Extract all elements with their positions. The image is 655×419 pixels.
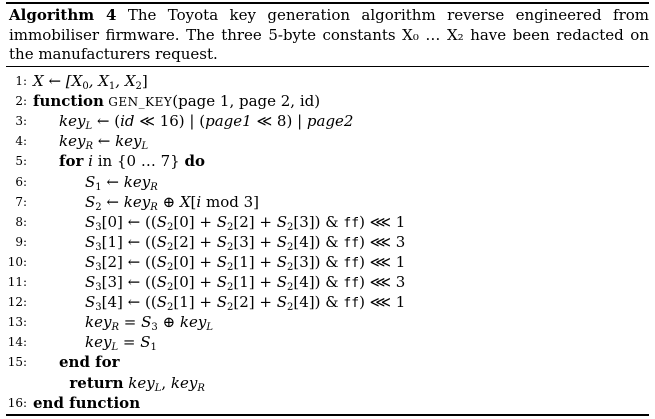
code-token: , — [161, 373, 171, 392]
algorithm-line — [0, 71, 655, 91]
code-token: ff — [343, 215, 360, 231]
code-token: ff — [343, 235, 360, 251]
code-token: [1] + — [233, 273, 277, 291]
code-token: ) ⋘ 3 — [359, 232, 406, 251]
code-token: return — [69, 373, 124, 392]
code-token: [2] + — [173, 232, 217, 251]
code-token: mod 3] — [201, 192, 260, 211]
code-token: L — [206, 322, 213, 334]
code-token: 2 — [167, 241, 174, 253]
code-token: [0] + — [173, 273, 217, 291]
code-token: page1 — [205, 112, 252, 131]
line-code — [85, 332, 157, 352]
code-token: ⊕ — [157, 313, 180, 332]
code-token: [3] ← (( — [101, 273, 157, 291]
code-token: S — [156, 252, 167, 271]
code-token: 2 — [227, 302, 234, 314]
code-token: 0 — [82, 81, 89, 92]
code-token: S — [85, 273, 96, 291]
algorithm-line — [0, 91, 655, 111]
code-token: R — [197, 382, 205, 394]
code-token: key — [179, 313, 207, 332]
code-token: do — [184, 152, 205, 171]
code-token: [3]) & — [293, 212, 344, 231]
code-token: S — [216, 232, 228, 251]
code-token: 2 — [167, 261, 174, 273]
code-token: [0] ← (( — [101, 212, 157, 231]
line-code — [85, 192, 259, 212]
algorithm-line — [0, 111, 655, 131]
code-token: i — [88, 152, 93, 171]
code-token: page2 — [306, 112, 354, 131]
algorithm-line — [0, 292, 655, 312]
code-token: 3 — [95, 282, 102, 293]
line-number: 4: — [15, 134, 27, 149]
code-token: S — [276, 252, 288, 271]
code-token: = — [118, 333, 141, 352]
code-token: 1 — [150, 342, 157, 354]
code-token: ) ⋘ 1 — [359, 252, 406, 271]
code-token: S — [156, 212, 167, 231]
line-code — [59, 151, 205, 171]
algorithm-line — [0, 232, 655, 252]
code-token: S — [85, 232, 96, 251]
code-token: key — [170, 373, 198, 392]
code-token: ff — [343, 276, 360, 291]
code-token: R — [111, 322, 119, 334]
algorithm-line — [0, 332, 655, 352]
code-token: S — [276, 212, 288, 231]
line-number: 10: — [7, 254, 27, 269]
algorithm-label: Algorithm 4 — [9, 6, 117, 24]
code-token: key — [59, 132, 86, 151]
algorithm-caption — [9, 6, 649, 65]
code-token: [3] + — [233, 232, 277, 251]
code-token: , X — [115, 72, 136, 90]
code-token: S — [85, 293, 96, 312]
code-token: S — [216, 293, 228, 312]
code-token: S — [216, 252, 228, 271]
code-token: key — [59, 112, 86, 131]
code-token: for — [59, 152, 84, 171]
code-token: S — [85, 192, 96, 211]
code-token: 2 — [167, 282, 174, 293]
algorithm-line — [0, 352, 655, 372]
bottom-rule — [6, 414, 649, 416]
top-rule — [6, 2, 649, 4]
code-token: R — [150, 181, 158, 193]
code-token: [1] ← (( — [101, 232, 157, 251]
code-token: 3 — [95, 261, 102, 273]
code-token: S — [85, 252, 96, 271]
code-token: GEN_KEY — [103, 95, 173, 110]
line-code — [85, 312, 213, 332]
code-token: id — [120, 112, 135, 131]
code-token: 2 — [135, 81, 142, 92]
code-token: 3 — [95, 221, 102, 233]
code-token: end for — [59, 353, 120, 372]
code-token: S — [156, 273, 167, 291]
code-token: ) ⋘ 1 — [359, 212, 406, 231]
line-code — [33, 91, 320, 112]
caption-rule — [6, 66, 649, 67]
code-token: S — [141, 313, 152, 332]
code-token: ff — [343, 255, 360, 271]
code-token: = — [118, 313, 142, 332]
code-token: L — [85, 121, 93, 133]
code-token: S — [276, 273, 288, 291]
code-token: i — [196, 192, 202, 211]
code-token: [3]) & — [293, 252, 344, 271]
code-token: key — [123, 192, 151, 211]
code-token: S — [216, 212, 228, 231]
code-token: , X — [88, 72, 109, 90]
code-token: key — [85, 313, 112, 332]
line-code — [85, 232, 405, 254]
line-code — [85, 272, 405, 294]
code-token: 2 — [227, 241, 234, 253]
code-token: [0] + — [173, 212, 217, 231]
code-token: [2] + — [233, 212, 277, 231]
line-number: 12: — [7, 295, 27, 310]
algorithm-line — [0, 312, 655, 332]
code-token: 3 — [151, 322, 158, 334]
line-number: 9: — [15, 234, 27, 249]
code-token: S — [156, 293, 167, 312]
code-token: L — [154, 382, 162, 394]
code-token: 3 — [95, 302, 102, 314]
code-token: [1] + — [173, 293, 217, 312]
line-number: 1: — [15, 74, 27, 88]
code-token: S — [156, 232, 167, 251]
code-token: 2 — [287, 241, 294, 253]
code-token: key — [85, 333, 112, 352]
code-token: 2 — [167, 302, 174, 314]
code-token: X — [179, 192, 191, 211]
code-token: (page 1, page 2, id) — [172, 92, 321, 111]
code-token: ← — [101, 172, 124, 191]
code-token: [2] + — [233, 293, 277, 312]
line-number: 14: — [7, 335, 27, 350]
line-number: 16: — [7, 395, 27, 410]
code-token: 2 — [287, 282, 294, 293]
code-token: 3 — [95, 241, 102, 253]
code-token: ← ( — [92, 112, 121, 131]
code-token: ) ⋘ 1 — [359, 293, 406, 312]
line-code — [59, 111, 353, 131]
code-token: 1 — [95, 181, 102, 193]
code-token: ff — [343, 296, 360, 312]
code-token: 2 — [167, 221, 174, 233]
line-number: 15: — [7, 355, 27, 370]
code-token: S — [276, 293, 288, 312]
code-token: [4]) & — [293, 293, 344, 312]
algorithm-line — [0, 192, 655, 212]
line-code — [33, 71, 148, 91]
code-token: ≪ 16) | ( — [134, 112, 206, 131]
line-number: 7: — [15, 194, 27, 209]
code-token: end function — [33, 393, 141, 412]
algorithm-line — [0, 393, 655, 413]
code-token: 2 — [227, 261, 234, 273]
code-token: ) ⋘ 3 — [359, 273, 406, 291]
line-code — [59, 352, 120, 372]
code-token: 2 — [287, 302, 294, 314]
code-token: S — [276, 232, 288, 251]
code-token: 2 — [95, 201, 102, 213]
code-token: ← — [101, 192, 124, 211]
code-token: R — [85, 141, 93, 153]
line-code — [33, 393, 140, 413]
algorithm-line — [0, 373, 655, 393]
line-number: 6: — [15, 174, 27, 189]
code-token: key — [115, 132, 142, 151]
code-token: [0] + — [173, 252, 217, 271]
line-number: 5: — [15, 154, 27, 169]
code-token: L — [141, 141, 149, 153]
line-number: 3: — [15, 114, 27, 129]
line-code — [85, 292, 405, 314]
line-code — [59, 131, 148, 151]
code-token: [2] ← (( — [101, 252, 157, 271]
code-token: ⊕ — [157, 192, 180, 211]
code-token: X ← [X — [33, 72, 83, 90]
line-code — [85, 212, 405, 234]
code-token: ] — [141, 72, 148, 90]
algorithm-line — [0, 212, 655, 232]
code-token: [4]) & — [293, 273, 344, 291]
algorithm-line — [0, 272, 655, 292]
code-token: S — [140, 333, 151, 352]
line-code — [69, 373, 205, 393]
code-token: S — [85, 172, 96, 191]
algorithm-line — [0, 172, 655, 192]
code-token: 1 — [108, 81, 116, 92]
algorithm-line — [0, 131, 655, 151]
algorithm-line — [0, 151, 655, 171]
code-token: key — [128, 373, 155, 392]
code-token: [4] ← (( — [101, 293, 157, 312]
code-token: 2 — [287, 261, 294, 273]
code-token: ← — [92, 132, 116, 151]
code-token: in {0 … 7} — [92, 152, 185, 171]
code-token: key — [123, 172, 151, 191]
code-token: S — [216, 273, 228, 291]
code-token: [4]) & — [293, 232, 344, 251]
code-token: S — [85, 212, 96, 231]
algorithm-line — [0, 252, 655, 272]
code-token: ≪ 8) | — [251, 112, 307, 131]
code-token: function — [33, 92, 104, 111]
line-number: 8: — [15, 214, 27, 229]
line-number: 13: — [7, 315, 27, 330]
code-token: L — [111, 342, 119, 354]
line-code — [85, 172, 158, 192]
code-token: 2 — [227, 221, 234, 233]
code-token: [ — [190, 192, 197, 211]
code-token: 2 — [227, 282, 234, 293]
code-token: R — [150, 201, 158, 213]
line-number: 2: — [15, 94, 27, 109]
code-token: 2 — [287, 221, 294, 233]
code-token: [1] + — [233, 252, 277, 271]
line-number: 11: — [7, 275, 27, 289]
caption-text: The Toyota key generation algorithm reverse engineered from immobiliser firmware. The three 5-byte constants X₀ … X₂ have been redacted on the manufacturers request. — [9, 6, 649, 63]
line-code — [85, 252, 405, 274]
